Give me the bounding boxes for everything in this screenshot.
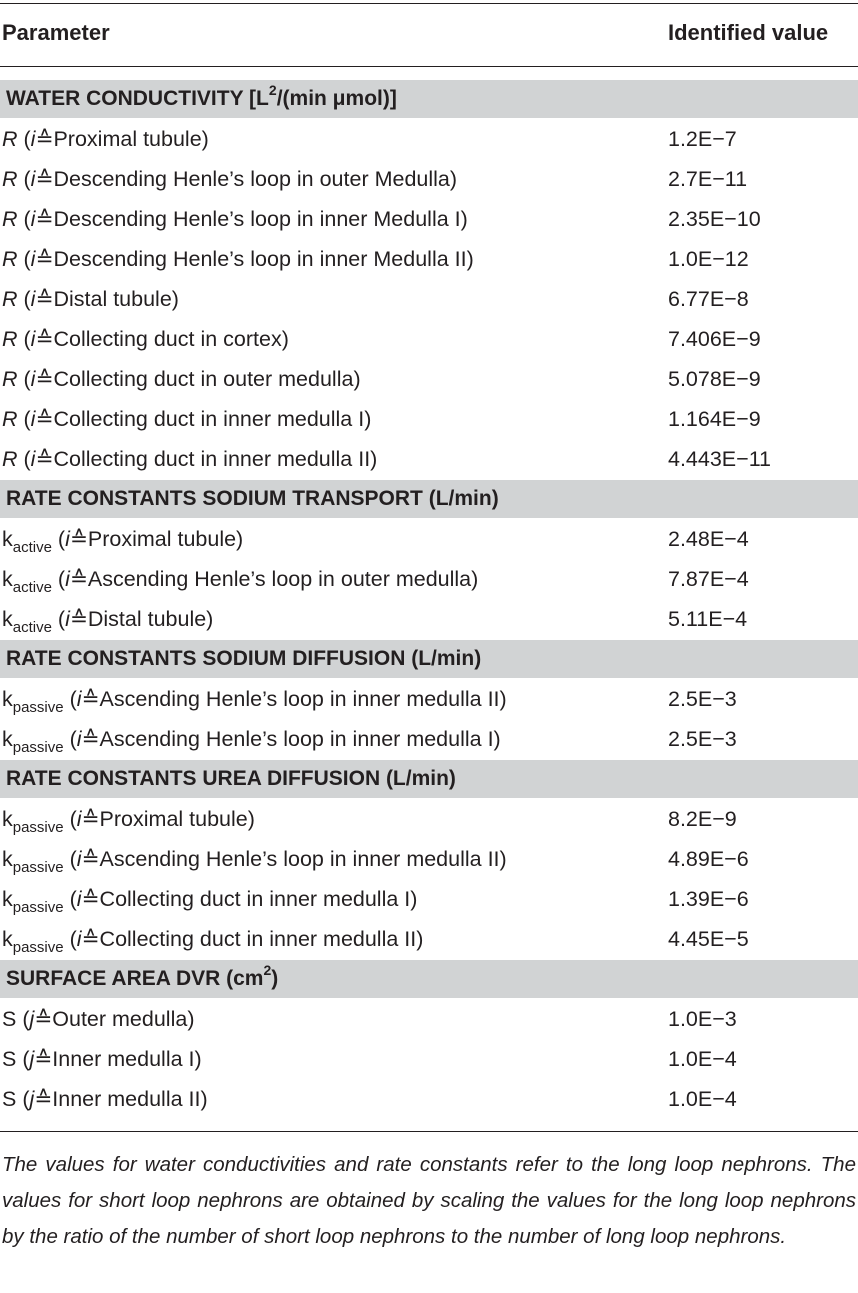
table-row — [0, 120, 858, 160]
table-footnote: The values for water conductivities and rate constants refer to the long loop nephrons. The values for short loop nephrons are obtained by scaling the values for the long loop nephrons by the ratio of the number of short loop nephrons to the number of long loop nephrons. — [2, 1153, 856, 1248]
bottom-rule — [0, 1131, 858, 1132]
parameter-cell: R (i≙Collecting duct in inner medulla II) — [2, 447, 378, 471]
section-water-conductivity — [0, 80, 858, 118]
header-identified-value: Identified value — [668, 20, 829, 45]
parameter-cell: R (i≙Proximal tubule) — [2, 127, 209, 151]
value-cell: 2.48E−4 — [668, 527, 749, 551]
table-row — [0, 680, 858, 720]
table-row — [0, 1040, 858, 1080]
table-row — [0, 520, 858, 560]
parameter-cell: $k_{active}$ (i≙Proximal tubule) — [2, 527, 244, 556]
table-row — [0, 560, 858, 600]
parameter-cell: $k_{passive}$ (i≙Ascending Henle’s loop in inner medulla II) — [2, 847, 507, 876]
section-surface-area — [0, 960, 858, 998]
value-cell: 1.39E−6 — [668, 887, 749, 911]
table-row — [0, 800, 858, 840]
section-sodium-diffusion — [0, 640, 858, 678]
value-cell: 7.406E−9 — [668, 327, 761, 351]
parameter-cell: $k_{active}$ (i≙Ascending Henle’s loop in outer medulla) — [2, 567, 479, 596]
value-cell: 4.45E−5 — [668, 927, 749, 951]
section-urea-diffusion — [0, 760, 858, 798]
table-row — [0, 840, 858, 880]
value-cell: 1.2E−7 — [668, 127, 737, 151]
table-row — [0, 440, 858, 480]
parameter-cell: R (i≙Collecting duct in cortex) — [2, 327, 289, 351]
section-label: SURFACE AREA DVR $(cm^2)$ — [6, 962, 279, 990]
value-cell: 1.164E−9 — [668, 407, 761, 431]
table-row — [0, 400, 858, 440]
value-cell: 5.078E−9 — [668, 367, 761, 391]
section-sodium-transport — [0, 480, 858, 518]
parameter-cell: R (i≙Descending Henle’s loop in inner Medulla II) — [2, 247, 474, 271]
value-cell: 1.0E−4 — [668, 1087, 737, 1111]
value-cell: 8.2E−9 — [668, 807, 737, 831]
table-row — [0, 320, 858, 360]
parameter-cell: S (j≙Outer medulla) — [2, 1007, 195, 1031]
parameter-cell: $k_{passive}$ (i≙Ascending Henle’s loop in inner medulla I) — [2, 727, 501, 756]
parameter-cell: R (i≙Collecting duct in outer medulla) — [2, 367, 361, 391]
value-cell: 4.89E−6 — [668, 847, 749, 871]
value-cell: 6.77E−8 — [668, 287, 749, 311]
header-parameter: Parameter — [2, 20, 110, 45]
table-row — [0, 360, 858, 400]
value-cell: 1.0E−3 — [668, 1007, 737, 1031]
parameter-cell: R (i≙Descending Henle’s loop in inner Medulla I) — [2, 207, 468, 231]
value-cell: 4.443E−11 — [668, 447, 772, 471]
table-row — [0, 280, 858, 320]
table-row — [0, 200, 858, 240]
parameter-cell: $k_{passive}$ (i≙Collecting duct in inner medulla II) — [2, 927, 424, 956]
table-body — [0, 80, 858, 1120]
table-header — [0, 4, 858, 64]
value-cell: 1.0E−12 — [668, 247, 749, 271]
header-rule — [0, 66, 858, 67]
parameter-cell: S (j≙Inner medulla I) — [2, 1047, 202, 1071]
value-cell: 2.5E−3 — [668, 727, 737, 751]
parameter-cell: S (j≙Inner medulla II) — [2, 1087, 208, 1111]
table-row — [0, 160, 858, 200]
table-row — [0, 240, 858, 280]
parameter-cell: $k_{active}$ (i≙Distal tubule) — [2, 607, 214, 636]
parameter-cell: R (i≙Descending Henle’s loop in outer Medulla) — [2, 167, 458, 191]
parameter-cell: $k_{passive}$ (i≙Collecting duct in inner medulla I) — [2, 887, 418, 916]
table-row — [0, 880, 858, 920]
value-cell: 7.87E−4 — [668, 567, 749, 591]
section-label: RATE CONSTANTS UREA DIFFUSION (L/min) — [6, 767, 456, 790]
value-cell: 5.11E−4 — [668, 607, 748, 631]
table-row — [0, 1080, 858, 1120]
value-cell: 2.35E−10 — [668, 207, 761, 231]
parameter-cell: R (i≙Collecting duct in inner medulla I) — [2, 407, 372, 431]
parameter-cell: $k_{passive}$ (i≙Proximal tubule) — [2, 807, 255, 836]
section-label: RATE CONSTANTS SODIUM TRANSPORT (L/min) — [6, 487, 499, 510]
parameter-cell: $k_{passive}$ (i≙Ascending Henle’s loop in inner medulla II) — [2, 687, 507, 716]
value-cell: 2.7E−11 — [668, 167, 748, 191]
table-row — [0, 720, 858, 760]
table-row — [0, 1000, 858, 1040]
section-label: WATER CONDUCTIVITY [$L^2/(\min$ μmol)] — [6, 82, 397, 110]
value-cell: 2.5E−3 — [668, 687, 737, 711]
value-cell: 1.0E−4 — [668, 1047, 737, 1071]
table-row — [0, 920, 858, 960]
table-row — [0, 600, 858, 640]
parameter-cell: R (i≙Distal tubule) — [2, 287, 179, 311]
section-label: RATE CONSTANTS SODIUM DIFFUSION (L/min) — [6, 647, 482, 670]
